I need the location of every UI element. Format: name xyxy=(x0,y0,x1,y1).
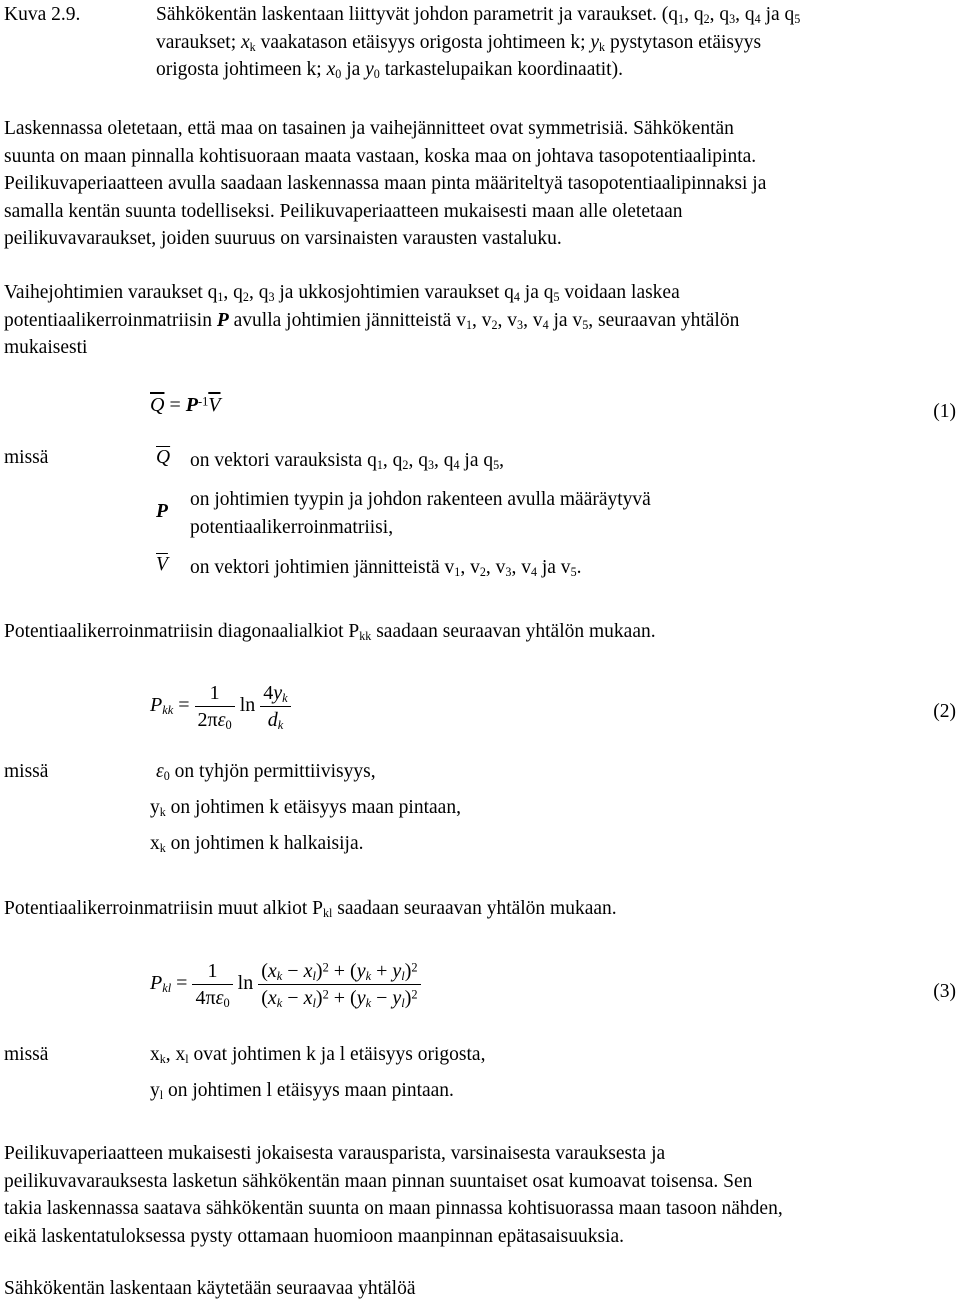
definition-line: potentiaalikerroinmatriisi, xyxy=(190,516,394,538)
paragraph-phase-charges: Vaihejohtimien varaukset $q_1$, $q_2$, $q_3$ ja ukkosjohtimien varaukset $q_4$ ja $q_5$ voidaan laskea potentiaalikerroinmatriisin P avulla johtimien jännitteistä $v_1$, $v_2$, $v_3$, $v_4$ ja $v_5$, seuraavan yhtälön mukaisesti xyxy=(4,279,956,362)
paragraph-text: saadaan seuraavan yhtälön mukaan. xyxy=(332,898,617,919)
paragraph-line: takia laskennassa saatava sähkökentän suunta on maan pinnassa kohtisuorassa maan tasoon nähden, xyxy=(4,1198,783,1219)
subscript: kl xyxy=(323,906,333,921)
paragraph-line: Laskennassa oletetaan, että maa on tasainen ja vaihejännitteet ovat symmetrisiä. Sähkökentän xyxy=(4,118,734,139)
caption-text: Sähkökentän laskentaan liittyvät johdon parametrit ja varaukset. ($q_1$, $q_2$, $q_3$, $q_4$ ja $q_5$ varaukset; $x_k$ vaakatason etäisyys origosta johtimeen k; $y_k$ pystytason etäisyys origosta johtimeen k; $x_0$ ja $y_0$ tarkastelupaikan koordinaatit). xyxy=(156,4,801,82)
definition-yl: $y_l$ on johtimen l etäisyys maan pintaan. xyxy=(150,1080,454,1103)
paragraph-line: eikä laskentatuloksessa pysty ottamaan huomioon maanpinnan epätasaisuuksia. xyxy=(4,1225,625,1247)
equation-number-3: (3) xyxy=(933,981,956,1002)
paragraph-line: samalla kentän suunta todelliseksi. Peilikuvaperiaatteen mukaisesti maan alle oletetaan xyxy=(4,200,683,222)
equation-number-2: (2) xyxy=(933,701,956,722)
paragraph-text: Potentiaalikerroinmatriisin muut alkiot P xyxy=(4,898,323,919)
paragraph-line: peilikuvavaraukset, joiden suuruus on varsinaisten varausten vastaluku. xyxy=(4,228,562,249)
definition-xk: $x_k$ on johtimen k halkaisija. xyxy=(150,833,364,856)
symbol-v-vector: $\overline{V}$ xyxy=(156,554,168,575)
definition-q: on vektori varauksista $q_1$, $q_2$, $q_3$, $q_4$ ja $q_5$, xyxy=(190,450,505,473)
definition-line: on johtimien tyypin ja johdon rakenteen avulla määräytyvä xyxy=(190,489,651,510)
equation-number-1: (1) xyxy=(933,401,956,422)
paragraph-line: suunta on maan pinnalla kohtisuoraan maata vastaan, koska maa on johtava tasopotentiaalipinta. xyxy=(4,145,757,167)
paragraph-other-elements xyxy=(4,895,956,923)
paragraph-line: Sähkökentän laskentaan käytetään seuraavaa yhtälöä xyxy=(4,1278,416,1299)
missa-label-1: missä xyxy=(4,447,49,468)
paragraph-line: peilikuvavarauksesta lasketun sähkökentän maan pinnan suuntaiset osat kumoavat toisensa. Sen xyxy=(4,1170,753,1192)
paragraph-line: Peilikuvaperiaatteen avulla saadaan laskennassa maan pinta määriteltyä tasopotentiaalipinnaksi ja xyxy=(4,173,767,194)
equation-3: $P_{kl}$ = $\frac{1}{4\pi\varepsilon_0}$ ln $\frac{(x_k - x_l)^2 + (y_k + y_l)^2}{(x_k - x_l)^2 + (y_k - y_l)^2}$ xyxy=(150,958,421,1011)
definition-v: on vektori johtimien jännitteistä $v_1$, $v_2$, $v_3$, $v_4$ ja $v_5$. xyxy=(190,557,582,580)
missa-label-2: missä xyxy=(4,761,49,782)
symbol-p-matrix: P xyxy=(156,501,168,522)
equation-1: $\overline{Q} = P^{-1}\overline{V}$ xyxy=(150,394,221,416)
caption-text-start: Sähkökentän laskentaan liittyvät johdon parametrit ja varaukset. xyxy=(156,4,657,25)
paragraph-text: Potentiaalikerroinmatriisin diagonaalialkiot P xyxy=(4,621,360,642)
symbol-q-vector: $\overline{Q}$ xyxy=(156,447,171,468)
paragraph-mirror-principle xyxy=(4,1140,956,1250)
caption-label: Kuva 2.9. xyxy=(4,4,81,25)
paragraph-line: Peilikuvaperiaatteen mukaisesti jokaisesta varausparista, varsinaisesta varauksesta ja xyxy=(4,1143,666,1164)
paragraph-diagonal xyxy=(4,618,956,646)
paragraph-assumptions xyxy=(4,115,956,253)
definition-xk-xl: $x_k$, $x_l$ ovat johtimen k ja l etäisyys origosta, xyxy=(150,1044,486,1067)
definition-yk: $y_k$ on johtimen k etäisyys maan pintaan, xyxy=(150,797,461,820)
definition-epsilon: $\varepsilon_0$ on tyhjön permittiivisyys, xyxy=(156,761,376,784)
missa-label-3: missä xyxy=(4,1044,49,1065)
equation-2: $P_{kk}$ = $\frac{1}{2\pi\varepsilon_0}$ ln $\frac{4y_k}{d_k}$ xyxy=(150,680,291,733)
definition-p xyxy=(190,486,651,541)
paragraph-line: mukaisesti xyxy=(4,337,88,358)
subscript: kk xyxy=(359,629,372,644)
paragraph-text: saadaan seuraavan yhtälön mukaan. xyxy=(371,621,656,642)
paragraph-equation-intro xyxy=(4,1275,956,1303)
